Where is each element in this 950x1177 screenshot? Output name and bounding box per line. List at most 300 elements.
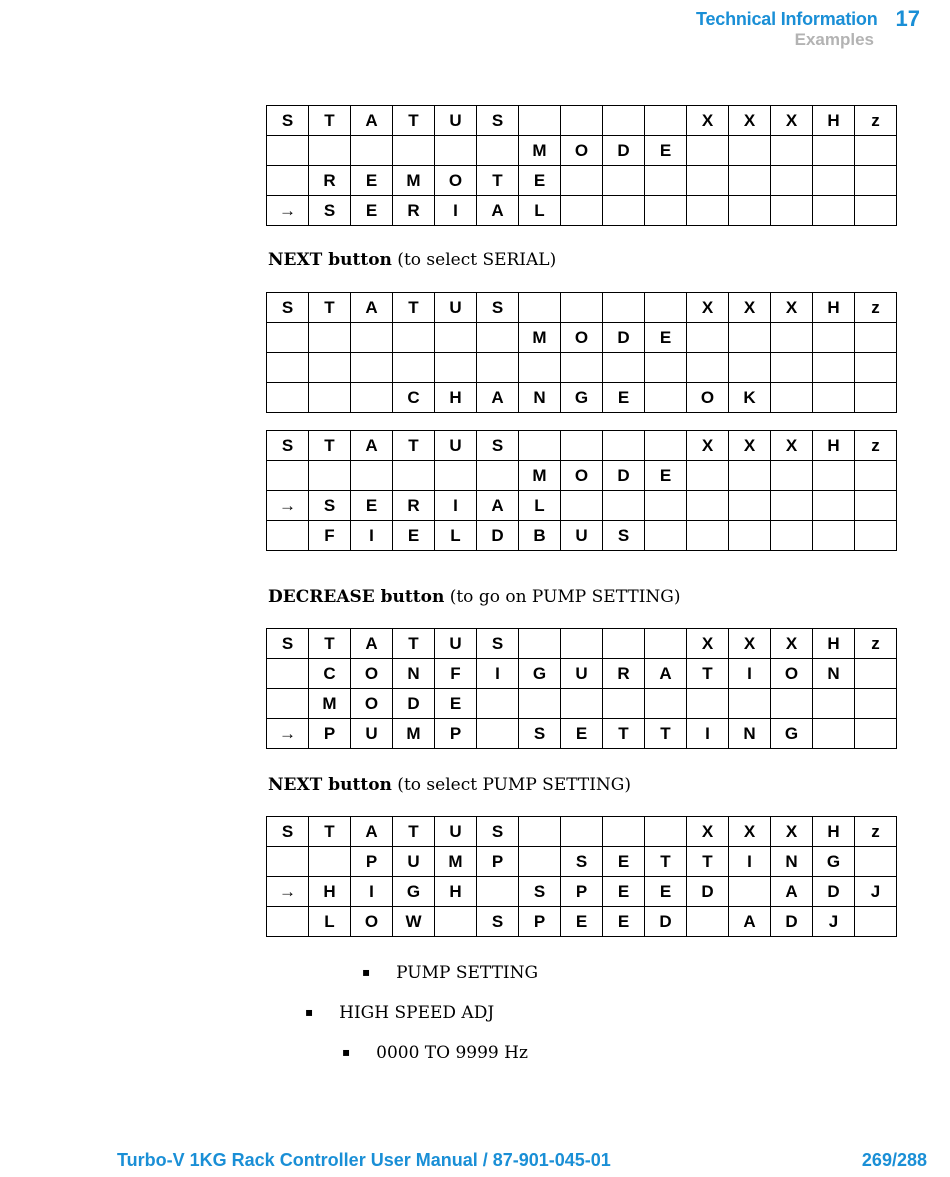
display-cell xyxy=(813,521,855,551)
display-cell: R xyxy=(309,166,351,196)
display-cell xyxy=(267,689,309,719)
display-cell: M xyxy=(309,689,351,719)
display-row xyxy=(267,461,897,491)
display-cell: I xyxy=(435,196,477,226)
display-cell: T xyxy=(645,847,687,877)
display-cell xyxy=(603,817,645,847)
display-cell xyxy=(309,353,351,383)
display-row xyxy=(267,719,897,749)
display-row xyxy=(267,166,897,196)
note-text: (to select SERIAL) xyxy=(391,250,557,270)
display-cell xyxy=(771,136,813,166)
display-cell: U xyxy=(435,629,477,659)
display-row xyxy=(267,323,897,353)
display-cell: A xyxy=(351,431,393,461)
display-cell: S xyxy=(309,196,351,226)
display-cell: T xyxy=(393,293,435,323)
display-cell: S xyxy=(267,431,309,461)
display-cell: X xyxy=(729,817,771,847)
bullet-speed-range xyxy=(342,1043,528,1063)
display-cell xyxy=(561,293,603,323)
display-cell xyxy=(561,491,603,521)
display-row xyxy=(267,689,897,719)
display-cell xyxy=(561,431,603,461)
display-cell: N xyxy=(771,847,813,877)
display-cell: E xyxy=(561,907,603,937)
bullet-high-speed-adj xyxy=(305,1003,494,1023)
display-cell xyxy=(855,719,897,749)
display-cell: A xyxy=(351,106,393,136)
display-cell: I xyxy=(477,659,519,689)
display-cell: X xyxy=(687,817,729,847)
display-cell xyxy=(603,106,645,136)
display-cell: S xyxy=(603,521,645,551)
display-cell xyxy=(855,166,897,196)
display-cell xyxy=(519,817,561,847)
display-cell: T xyxy=(393,817,435,847)
display-cell: H xyxy=(813,106,855,136)
display-cell: X xyxy=(687,106,729,136)
display-cell xyxy=(435,323,477,353)
display-cell xyxy=(687,689,729,719)
display-cell xyxy=(267,907,309,937)
display-cell xyxy=(519,847,561,877)
display-cell xyxy=(477,323,519,353)
display-cell: T xyxy=(309,817,351,847)
display-cell xyxy=(561,353,603,383)
display-cell xyxy=(855,136,897,166)
display-cell xyxy=(813,323,855,353)
display-cell xyxy=(393,323,435,353)
display-cell xyxy=(855,659,897,689)
display-cell: O xyxy=(351,907,393,937)
display-cell xyxy=(855,491,897,521)
display-cell xyxy=(561,629,603,659)
display-cell: → xyxy=(267,196,309,226)
display-cell xyxy=(813,461,855,491)
display-cell xyxy=(645,431,687,461)
display-cell: S xyxy=(267,293,309,323)
display-row xyxy=(267,491,897,521)
display-cell xyxy=(351,323,393,353)
display-cell: X xyxy=(771,431,813,461)
display-row xyxy=(267,106,897,136)
display-cell: H xyxy=(435,383,477,413)
note-text: (to select PUMP SETTING) xyxy=(391,775,632,795)
display-cell: L xyxy=(309,907,351,937)
display-configuration-mode xyxy=(266,628,897,749)
display-pump-setting xyxy=(266,816,897,937)
display-cell: E xyxy=(519,166,561,196)
display-row xyxy=(267,629,897,659)
display-cell: M xyxy=(435,847,477,877)
display-cell xyxy=(729,491,771,521)
display-cell: N xyxy=(393,659,435,689)
display-remote-serial xyxy=(266,105,897,226)
display-cell xyxy=(477,353,519,383)
display-cell: T xyxy=(309,629,351,659)
note-next-serial xyxy=(268,250,556,270)
bullet-text: 0000 TO 9999 Hz xyxy=(376,1043,528,1063)
display-cell xyxy=(729,323,771,353)
display-cell xyxy=(645,106,687,136)
display-cell: R xyxy=(393,196,435,226)
display-cell xyxy=(687,521,729,551)
display-cell xyxy=(771,323,813,353)
note-button-label: DECREASE button xyxy=(268,587,445,607)
display-cell xyxy=(603,491,645,521)
display-cell xyxy=(645,521,687,551)
display-cell: P xyxy=(351,847,393,877)
display-cell xyxy=(519,106,561,136)
display-cell xyxy=(645,689,687,719)
display-cell: P xyxy=(519,907,561,937)
display-cell: T xyxy=(687,659,729,689)
display-cell: M xyxy=(393,166,435,196)
display-cell: P xyxy=(435,719,477,749)
display-cell: I xyxy=(687,719,729,749)
display-cell: → xyxy=(267,719,309,749)
display-change-ok xyxy=(266,292,897,413)
bullet-pump-setting xyxy=(362,963,538,983)
display-cell: I xyxy=(351,877,393,907)
display-row xyxy=(267,293,897,323)
display-cell xyxy=(351,383,393,413)
display-cell: O xyxy=(561,461,603,491)
display-cell: N xyxy=(729,719,771,749)
display-row xyxy=(267,431,897,461)
display-cell: A xyxy=(645,659,687,689)
display-cell: A xyxy=(477,491,519,521)
display-cell: J xyxy=(813,907,855,937)
display-cell: D xyxy=(393,689,435,719)
display-cell: I xyxy=(351,521,393,551)
display-cell xyxy=(771,166,813,196)
display-cell xyxy=(519,629,561,659)
display-cell: R xyxy=(393,491,435,521)
display-row xyxy=(267,847,897,877)
bullet-text: PUMP SETTING xyxy=(396,963,539,983)
page-header xyxy=(696,6,920,50)
display-cell: U xyxy=(561,521,603,551)
display-cell: O xyxy=(351,659,393,689)
display-cell xyxy=(771,521,813,551)
display-cell xyxy=(603,689,645,719)
display-cell: S xyxy=(267,106,309,136)
display-cell: O xyxy=(561,323,603,353)
display-cell xyxy=(645,196,687,226)
display-row xyxy=(267,521,897,551)
display-cell xyxy=(393,136,435,166)
display-cell xyxy=(309,847,351,877)
display-cell: A xyxy=(477,383,519,413)
display-row xyxy=(267,353,897,383)
display-cell xyxy=(729,353,771,383)
display-cell: P xyxy=(477,847,519,877)
section-title: Technical Information xyxy=(696,8,878,29)
display-cell xyxy=(603,293,645,323)
display-cell: T xyxy=(393,106,435,136)
display-cell: W xyxy=(393,907,435,937)
display-cell xyxy=(435,353,477,383)
display-cell: E xyxy=(393,521,435,551)
display-cell xyxy=(477,136,519,166)
display-cell xyxy=(519,353,561,383)
display-cell xyxy=(561,817,603,847)
display-cell: R xyxy=(603,659,645,689)
display-cell xyxy=(645,166,687,196)
display-cell xyxy=(435,461,477,491)
display-cell xyxy=(309,461,351,491)
display-cell xyxy=(771,491,813,521)
bullet-mark: ▪ xyxy=(305,1005,314,1019)
display-cell: A xyxy=(351,817,393,847)
display-cell: O xyxy=(687,383,729,413)
display-cell xyxy=(645,629,687,659)
display-cell xyxy=(813,719,855,749)
display-cell: A xyxy=(771,877,813,907)
display-cell xyxy=(771,196,813,226)
display-cell: E xyxy=(603,383,645,413)
display-cell: A xyxy=(729,907,771,937)
display-cell xyxy=(267,659,309,689)
display-cell xyxy=(519,293,561,323)
display-cell: E xyxy=(645,461,687,491)
display-cell xyxy=(813,689,855,719)
display-cell xyxy=(477,461,519,491)
display-cell: D xyxy=(645,907,687,937)
display-cell: T xyxy=(393,629,435,659)
display-cell xyxy=(729,689,771,719)
display-cell xyxy=(267,166,309,196)
display-cell: X xyxy=(687,629,729,659)
display-cell: z xyxy=(855,106,897,136)
display-cell xyxy=(645,817,687,847)
display-cell xyxy=(435,136,477,166)
display-cell xyxy=(729,136,771,166)
display-cell: E xyxy=(603,907,645,937)
display-cell: G xyxy=(519,659,561,689)
display-cell: E xyxy=(435,689,477,719)
display-cell: G xyxy=(393,877,435,907)
display-cell xyxy=(435,907,477,937)
display-cell: H xyxy=(813,817,855,847)
display-cell xyxy=(645,353,687,383)
display-cell xyxy=(687,323,729,353)
bullet-text: HIGH SPEED ADJ xyxy=(339,1003,495,1023)
display-cell: E xyxy=(645,323,687,353)
display-cell xyxy=(309,383,351,413)
display-cell xyxy=(603,166,645,196)
display-cell xyxy=(729,521,771,551)
display-cell xyxy=(687,907,729,937)
display-cell xyxy=(561,106,603,136)
display-cell: I xyxy=(729,847,771,877)
display-cell xyxy=(855,847,897,877)
display-cell: O xyxy=(351,689,393,719)
note-button-label: NEXT button xyxy=(268,775,392,795)
display-cell: G xyxy=(771,719,813,749)
display-cell xyxy=(477,719,519,749)
display-cell: U xyxy=(435,293,477,323)
display-cell: H xyxy=(813,293,855,323)
display-cell xyxy=(855,461,897,491)
display-cell: X xyxy=(729,629,771,659)
display-cell: U xyxy=(435,817,477,847)
display-cell: E xyxy=(603,847,645,877)
display-cell: M xyxy=(519,461,561,491)
display-cell: D xyxy=(603,461,645,491)
display-cell: G xyxy=(561,383,603,413)
display-cell xyxy=(687,166,729,196)
display-cell: T xyxy=(687,847,729,877)
display-cell xyxy=(267,136,309,166)
display-row xyxy=(267,817,897,847)
display-cell xyxy=(393,461,435,491)
note-decrease-pump-setting xyxy=(268,587,681,607)
bullet-mark: ▪ xyxy=(342,1045,351,1059)
display-cell: C xyxy=(393,383,435,413)
display-cell xyxy=(561,196,603,226)
display-cell: S xyxy=(561,847,603,877)
display-cell: D xyxy=(771,907,813,937)
display-cell xyxy=(855,383,897,413)
display-cell xyxy=(645,491,687,521)
note-text: (to go on PUMP SETTING) xyxy=(444,587,681,607)
display-cell: H xyxy=(813,431,855,461)
display-cell xyxy=(813,136,855,166)
display-cell: G xyxy=(813,847,855,877)
display-cell: D xyxy=(687,877,729,907)
display-cell: T xyxy=(309,106,351,136)
display-cell: D xyxy=(477,521,519,551)
display-cell: F xyxy=(309,521,351,551)
display-cell: T xyxy=(393,431,435,461)
note-next-pump-setting xyxy=(268,775,631,795)
display-cell: → xyxy=(267,491,309,521)
display-cell: A xyxy=(477,196,519,226)
display-row xyxy=(267,196,897,226)
display-cell: I xyxy=(729,659,771,689)
section-subtitle: Examples xyxy=(794,30,874,49)
chapter-number: 17 xyxy=(895,6,920,31)
display-cell xyxy=(729,461,771,491)
display-cell xyxy=(519,431,561,461)
display-cell xyxy=(855,689,897,719)
display-cell: X xyxy=(771,629,813,659)
manual-title: Turbo-V 1KG Rack Controller User Manual / 87-901-045-01 xyxy=(117,1150,611,1170)
display-cell: O xyxy=(561,136,603,166)
display-cell: S xyxy=(309,491,351,521)
display-cell xyxy=(603,629,645,659)
display-cell xyxy=(813,196,855,226)
display-cell: z xyxy=(855,431,897,461)
display-cell xyxy=(771,461,813,491)
display-cell: K xyxy=(729,383,771,413)
display-cell xyxy=(813,491,855,521)
display-cell xyxy=(561,166,603,196)
display-cell: S xyxy=(477,293,519,323)
display-cell xyxy=(603,353,645,383)
display-cell: T xyxy=(309,431,351,461)
display-row xyxy=(267,907,897,937)
display-cell xyxy=(645,293,687,323)
display-cell xyxy=(771,689,813,719)
display-cell: I xyxy=(435,491,477,521)
display-cell xyxy=(855,907,897,937)
display-row xyxy=(267,383,897,413)
display-cell: H xyxy=(435,877,477,907)
page-number: 269/288 xyxy=(861,1150,927,1170)
page-footer xyxy=(117,1150,927,1171)
display-cell xyxy=(813,383,855,413)
display-cell: E xyxy=(351,491,393,521)
display-cell xyxy=(855,323,897,353)
display-cell: S xyxy=(519,877,561,907)
display-cell: → xyxy=(267,877,309,907)
display-cell xyxy=(393,353,435,383)
display-cell xyxy=(855,521,897,551)
display-cell xyxy=(687,461,729,491)
display-cell: L xyxy=(435,521,477,551)
display-cell: J xyxy=(855,877,897,907)
display-cell xyxy=(687,491,729,521)
note-button-label: NEXT button xyxy=(268,250,392,270)
display-cell: X xyxy=(729,106,771,136)
display-cell: A xyxy=(351,293,393,323)
display-cell: S xyxy=(267,817,309,847)
display-cell xyxy=(813,166,855,196)
display-cell xyxy=(855,353,897,383)
display-cell xyxy=(477,689,519,719)
display-cell: C xyxy=(309,659,351,689)
display-cell: X xyxy=(687,293,729,323)
display-cell: T xyxy=(309,293,351,323)
display-cell: H xyxy=(813,629,855,659)
display-cell: L xyxy=(519,196,561,226)
display-cell: E xyxy=(645,877,687,907)
display-cell: A xyxy=(351,629,393,659)
display-cell xyxy=(771,383,813,413)
display-cell: E xyxy=(603,877,645,907)
display-cell: S xyxy=(477,431,519,461)
display-cell xyxy=(351,461,393,491)
display-cell: U xyxy=(351,719,393,749)
display-cell: X xyxy=(729,293,771,323)
display-cell: S xyxy=(477,106,519,136)
display-row xyxy=(267,877,897,907)
display-cell: N xyxy=(813,659,855,689)
display-cell: D xyxy=(603,323,645,353)
display-cell: E xyxy=(351,196,393,226)
display-cell: M xyxy=(393,719,435,749)
display-cell: z xyxy=(855,629,897,659)
display-cell: X xyxy=(771,106,813,136)
display-row xyxy=(267,659,897,689)
display-cell: S xyxy=(477,817,519,847)
display-cell: M xyxy=(519,323,561,353)
display-cell xyxy=(267,323,309,353)
display-cell: S xyxy=(477,629,519,659)
display-cell xyxy=(351,353,393,383)
display-cell: N xyxy=(519,383,561,413)
display-cell: X xyxy=(729,431,771,461)
display-cell: U xyxy=(561,659,603,689)
display-cell: F xyxy=(435,659,477,689)
display-cell xyxy=(771,353,813,383)
display-cell: P xyxy=(309,719,351,749)
display-cell xyxy=(267,521,309,551)
